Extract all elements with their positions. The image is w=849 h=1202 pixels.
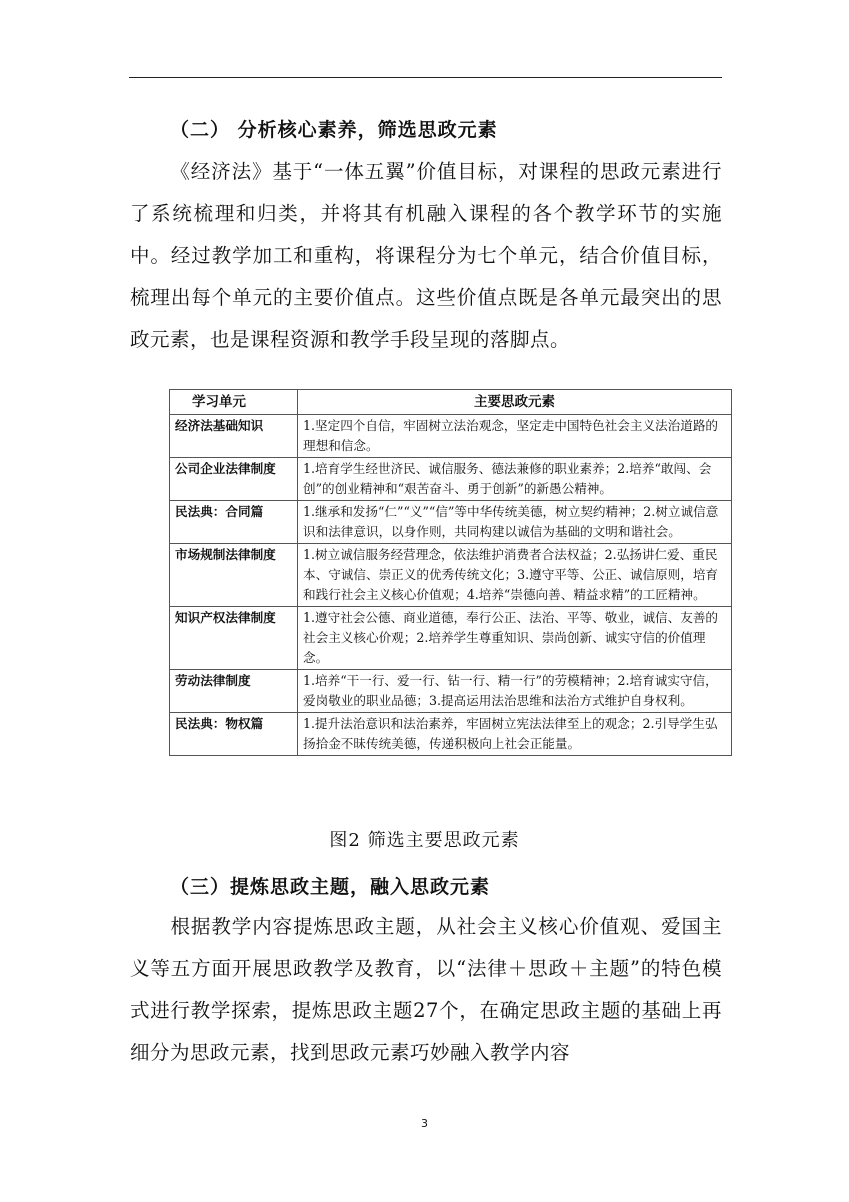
ideological-elements-table [169, 389, 732, 756]
table-row [170, 458, 732, 501]
unit-cell: 公司企业法律制度 [170, 458, 298, 501]
elements-cell: 1.培养“干一行、爱一行、钻一行、精一行”的劳模精神；2.培育诚实守信，爱岗敬业的职业品德；3.提高运用法治思维和法治方式维护自身权利。 [298, 670, 732, 713]
table-row [170, 501, 732, 544]
column-header-unit: 学习单元 [170, 390, 298, 415]
section-3-paragraph [130, 906, 722, 1074]
table-header-row [170, 390, 732, 415]
unit-cell: 民法典：物权篇 [170, 713, 298, 756]
elements-cell: 1.树立诚信服务经营理念，依法维护消费者合法权益；2.弘扬讲仁爱、重民本、守诚信、崇正义的优秀传统文化；3.遵守平等、公正、诚信原则，培育和践行社会主义核心价值观；4.培养“崇德向善、精益求精”的工匠精神。 [298, 544, 732, 607]
section-heading-2: （二） 分析核心素养，筛选思政元素 [170, 119, 498, 141]
elements-cell: 1.培育学生经世济民、诚信服务、德法兼修的职业素养；2.培养“敢闯、会创”的创业精神和“艰苦奋斗、勇于创新”的新愚公精神。 [298, 458, 732, 501]
section-heading-3: （三）提炼思政主题，融入思政元素 [170, 876, 491, 898]
unit-cell: 知识产权法律制度 [170, 607, 298, 670]
column-header-elements: 主要思政元素 [298, 390, 732, 415]
unit-cell: 经济法基础知识 [170, 415, 298, 458]
table-row [170, 544, 732, 607]
elements-cell: 1.坚定四个自信，牢固树立法治观念，坚定走中国特色社会主义法治道路的理想和信念。 [298, 415, 732, 458]
unit-cell: 民法典：合同篇 [170, 501, 298, 544]
unit-cell: 劳动法律制度 [170, 670, 298, 713]
table-row [170, 670, 732, 713]
elements-cell: 1.提升法治意识和法治素养，牢固树立宪法法律至上的观念；2.引导学生弘扬拾金不昧传统美德，传递积极向上社会正能量。 [298, 713, 732, 756]
paragraph-text: 根据教学内容提炼思政主题，从社会主义核心价值观、爱国主义等五方面开展思政教学及教育，以“法律＋思政＋主题”的特色模式进行教学探索，提炼思政主题27个，在确定思政主题的基础上再细分为思政元素，找到思政元素巧妙融入教学内容 [130, 915, 722, 1064]
figure-caption: 图2 筛选主要思政元素 [329, 830, 520, 851]
page-number: 3 [421, 1117, 428, 1130]
elements-cell: 1.遵守社会公德、商业道德，奉行公正、法治、平等、敬业，诚信、友善的社会主义核心价观；2.培养学生尊重知识、崇尚创新、诚实守信的价值理念。 [298, 607, 732, 670]
section-2-paragraph [130, 151, 722, 361]
unit-cell: 市场规制法律制度 [170, 544, 298, 607]
elements-cell: 1.继承和发扬“仁”“义”“信”等中华传统美德，树立契约精神；2.树立诚信意识和法律意识，以身作则，共同构建以诚信为基础的文明和谐社会。 [298, 501, 732, 544]
table-row [170, 415, 732, 458]
header-rule [129, 77, 722, 78]
paragraph-text: 《经济法》基于“一体五翼”价值目标，对课程的思政元素进行了系统梳理和归类，并将其有机融入课程的各个教学环节的实施中。经过教学加工和重构，将课程分为七个单元，结合价值目标，梳理出每个单元的主要价值点。这些价值点既是各单元最突出的思政元素，也是课程资源和教学手段呈现的落脚点。 [130, 160, 722, 351]
table-row [170, 713, 732, 756]
table-row [170, 607, 732, 670]
